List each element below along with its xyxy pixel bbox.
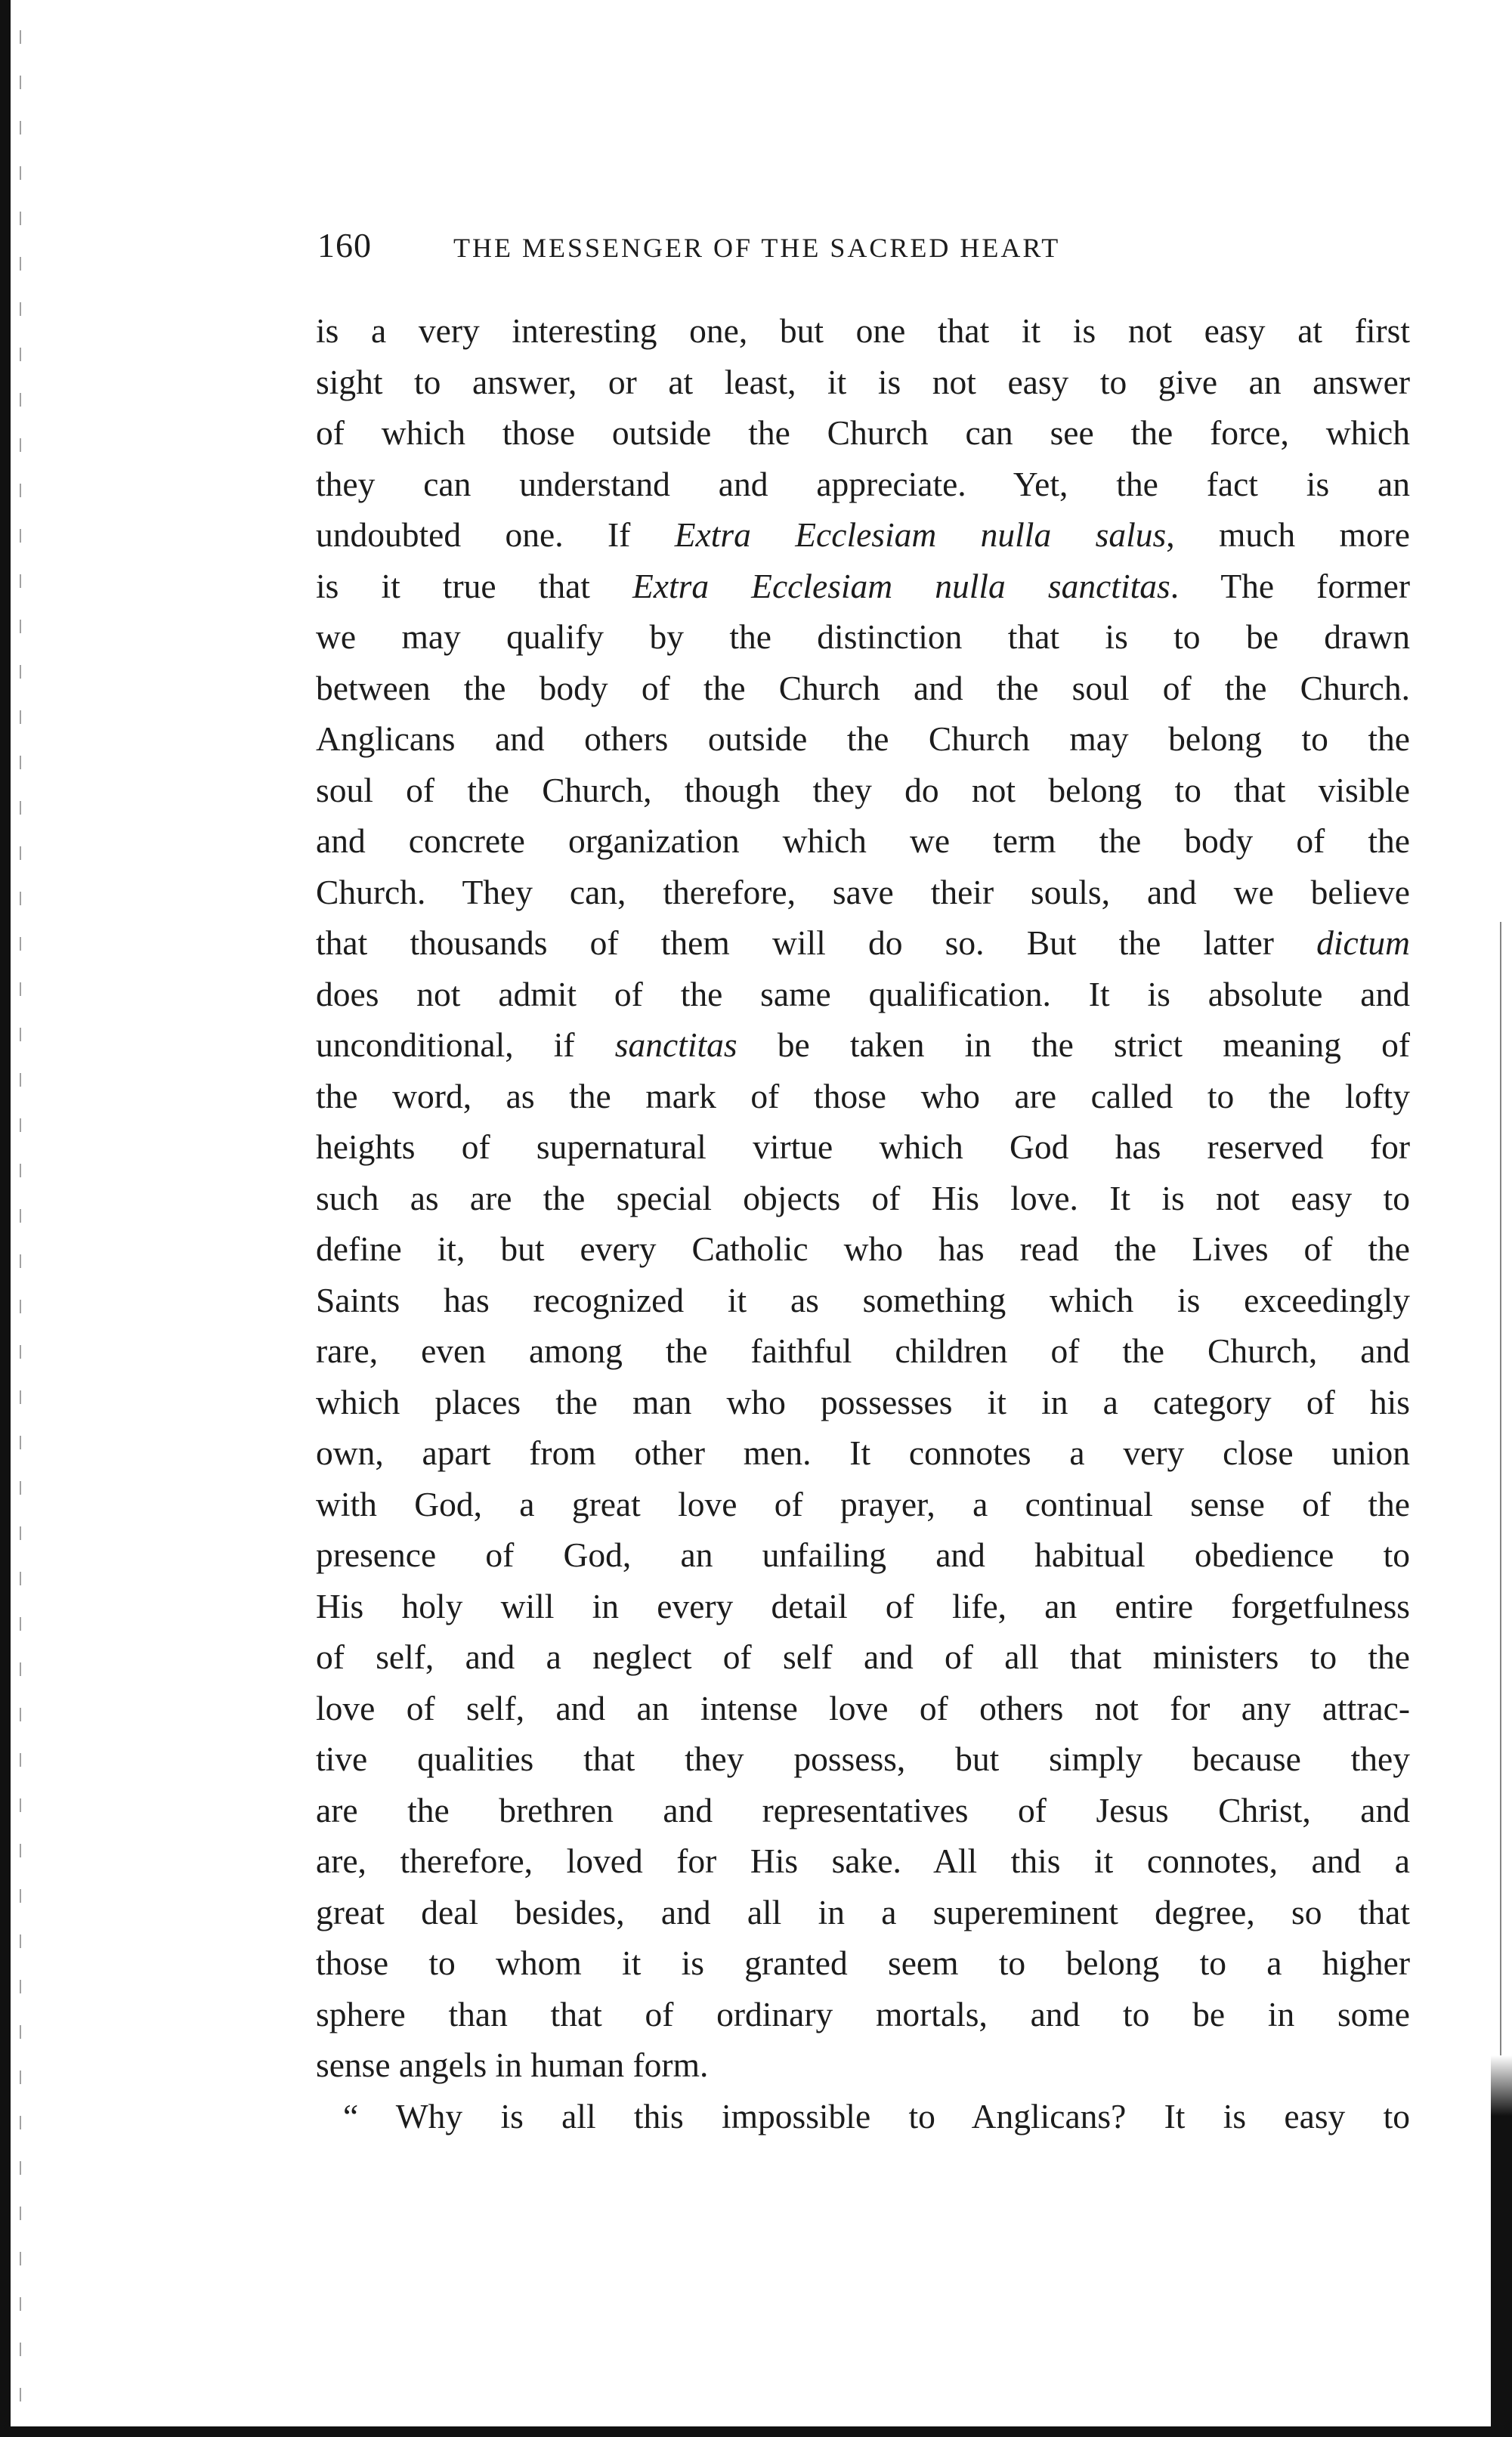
scan-edge-left: [0, 0, 11, 2437]
text-line: are the brethren and representatives of Jesus Christ, and: [316, 1790, 1410, 1829]
text-line: of self, and a neglect of self and of all that ministers to the: [316, 1638, 1410, 1676]
text-line: sphere than that of ordinary mortals, and to be in some: [316, 1994, 1410, 2033]
text-line: those to whom it is granted seem to belong to a higher: [316, 1944, 1410, 1982]
text-line: undoubted one. If Extra Ecclesiam nulla salus, much more: [316, 515, 1410, 554]
text-line-paragraph-start: “ Why is all this impossible to Anglicans? It is easy to: [343, 2096, 1410, 2135]
page-body: [316, 305, 1410, 2142]
running-head-title: THE MESSENGER OF THE SACRED HEART: [453, 233, 1061, 263]
scan-edge-right: [1491, 2055, 1512, 2437]
text-line: own, apart from other men. It connotes a very close union: [316, 1433, 1410, 1472]
text-line: presence of God, an unfailing and habitual obedience to: [316, 1535, 1410, 1574]
italic-phrase: Extra Ecclesiam nulla salus: [674, 515, 1167, 554]
text-line: soul of the Church, though they do not belong to that visible: [316, 770, 1410, 809]
text-line: unconditional, if sanctitas be taken in the strict meaning of: [316, 1025, 1410, 1064]
text-line: they can understand and appreciate. Yet, the fact is an: [316, 464, 1410, 503]
scan-edge-mark: [20, 30, 21, 2411]
text-line: Saints has recognized it as something which is exceedingly: [316, 1280, 1410, 1319]
text-line: Anglicans and others outside the Church may belong to the: [316, 719, 1410, 758]
page-number: 160: [317, 226, 372, 264]
text-line: is a very interesting one, but one that it is not easy at first: [316, 311, 1410, 350]
text-line: which places the man who possesses it in a category of his: [316, 1382, 1410, 1421]
text-line: rare, even among the faithful children of the Church, and: [316, 1331, 1410, 1370]
text-line: love of self, and an intense love of others not for any attrac-: [316, 1688, 1410, 1727]
text-line: define it, but every Catholic who has read the Lives of the: [316, 1229, 1410, 1268]
text-line-paragraph-end: sense angels in human form.: [316, 2046, 709, 2084]
text-line: we may qualify by the distinction that is to be drawn: [316, 617, 1410, 656]
text-line: Church. They can, therefore, save their souls, and we believe: [316, 872, 1410, 911]
text-line: with God, a great love of prayer, a continual sense of the: [316, 1484, 1410, 1523]
running-header: [317, 225, 1269, 265]
text-line: that thousands of them will do so. But the latter dictum: [316, 923, 1410, 962]
text-line: sight to answer, or at least, it is not easy to give an answer: [316, 362, 1410, 401]
text-line: His holy will in every detail of life, an entire forgetfulness: [316, 1586, 1410, 1625]
text-line: are, therefore, loved for His sake. All this it connotes, and a: [316, 1842, 1410, 1880]
text-line: of which those outside the Church can see the force, which: [316, 413, 1410, 452]
text-line: tive qualities that they possess, but simply because they: [316, 1740, 1410, 1778]
text-line: is it true that Extra Ecclesiam nulla sanctitas. The former: [316, 566, 1410, 605]
scan-edge-rule: [1500, 922, 1501, 2055]
italic-phrase: dictum: [1316, 923, 1410, 962]
text-line: such as are the special objects of His love. It is not easy to: [316, 1178, 1410, 1217]
text-line: great deal besides, and all in a supereminent degree, so that: [316, 1892, 1410, 1931]
italic-phrase: sanctitas: [614, 1025, 737, 1064]
text-line: and concrete organization which we term the body of the: [316, 821, 1410, 860]
text-line: heights of supernatural virtue which God has reserved for: [316, 1127, 1410, 1166]
scan-edge-bottom: [0, 2426, 1512, 2437]
text-line: the word, as the mark of those who are called to the lofty: [316, 1076, 1410, 1115]
text-line: between the body of the Church and the soul of the Church.: [316, 668, 1410, 707]
text-line: does not admit of the same qualification. It is absolute and: [316, 974, 1410, 1013]
italic-phrase: Extra Ecclesiam nulla sanctitas: [632, 566, 1170, 605]
